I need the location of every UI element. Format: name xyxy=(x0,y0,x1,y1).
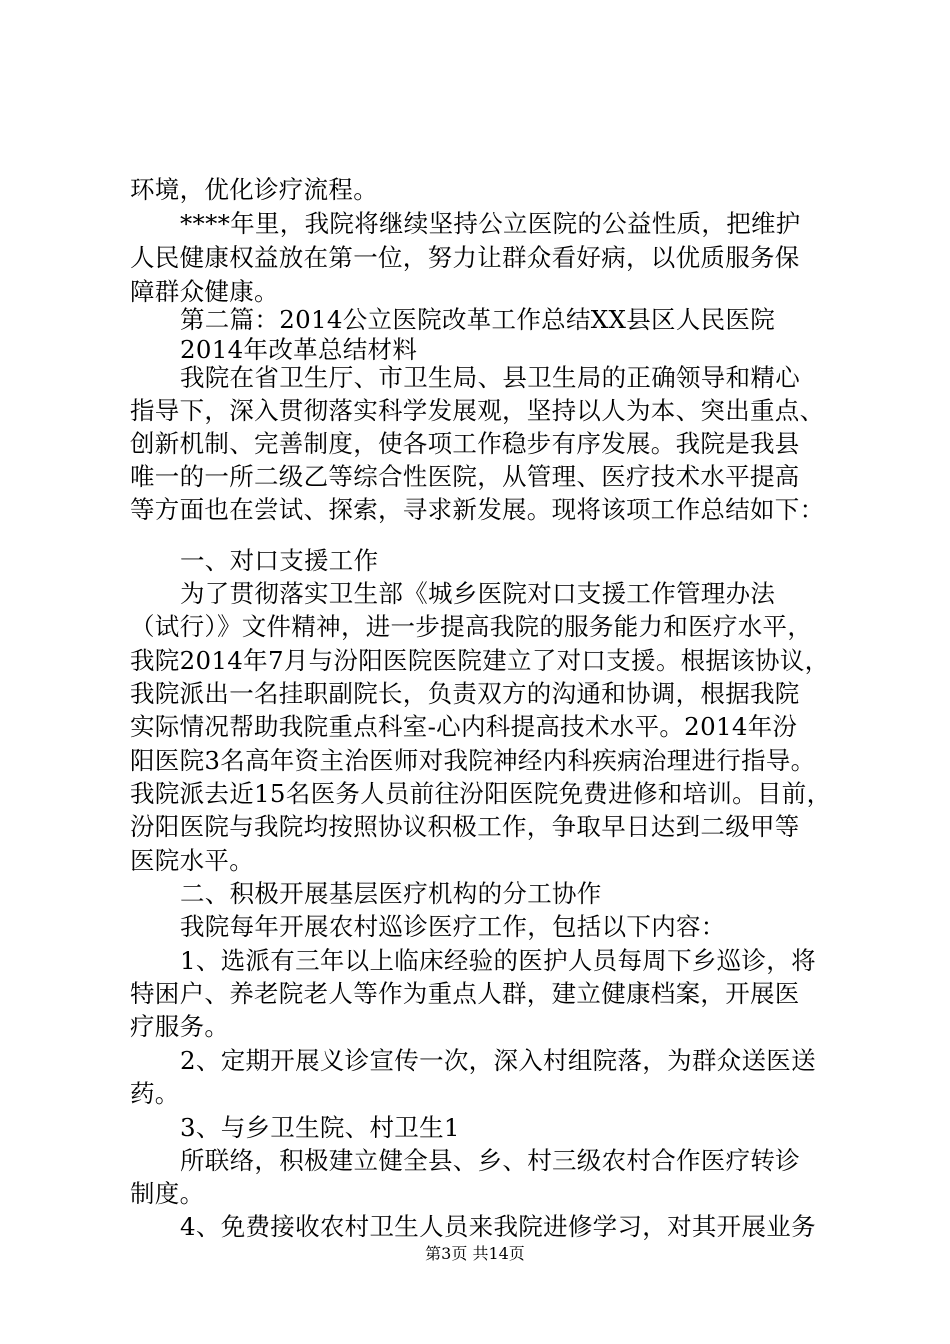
text-line: （试行）》文件精神，进一步提高我院的服务能力和医疗水平， xyxy=(130,612,813,641)
text-line: 1、选派有三年以上临床经验的医护人员每周下乡巡诊，将 xyxy=(180,946,816,975)
text-line: 4、免费接收农村卫生人员来我院进修学习，对其开展业务 xyxy=(180,1212,816,1241)
text-line: 唯一的一所二级乙等综合性医院，从管理、医疗技术水平提高 xyxy=(130,462,800,491)
text-line: 我院派去近15名医务人员前往汾阳医院免费进修和培训。目前， xyxy=(130,779,832,808)
text-line: 阳医院3名高年资主治医师对我院神经内科疾病治理进行指导。 xyxy=(130,746,816,775)
page-number-footer: 第3页 共14页 xyxy=(425,1244,525,1263)
section-heading: 2014年改革总结材料 xyxy=(180,335,418,364)
text-line: 我院派出一名挂职副院长，负责双方的沟通和协调，根据我院 xyxy=(130,679,800,708)
text-line: 我院每年开展农村巡诊医疗工作，包括以下内容： xyxy=(180,912,726,941)
text-line: 为了贯彻落实卫生部《城乡医院对口支援工作管理办法 xyxy=(180,579,776,608)
text-line: 等方面也在尝试、探索，寻求新发展。现将该项工作总结如下： xyxy=(130,495,825,524)
text-line: 3、与乡卫生院、村卫生1 xyxy=(180,1113,460,1142)
text-line: 指导下，深入贯彻落实科学发展观，坚持以人为本、突出重点、 xyxy=(130,396,825,425)
text-line: 药。 xyxy=(130,1079,180,1108)
text-line: 特困户、养老院老人等作为重点人群，建立健康档案，开展医 xyxy=(130,979,800,1008)
text-line: 2、定期开展义诊宣传一次，深入村组院落，为群众送医送 xyxy=(180,1046,816,1075)
text-line: ****年里，我院将继续坚持公立医院的公益性质，把维护 xyxy=(180,209,801,238)
text-line: 所联络，积极建立健全县、乡、村三级农村合作医疗转诊 xyxy=(180,1146,800,1175)
text-line: 制度。 xyxy=(130,1179,205,1208)
text-line: 汾阳医院与我院均按照协议积极工作，争取早日达到二级甲等 xyxy=(130,812,800,841)
text-line: 我院在省卫生厅、市卫生局、县卫生局的正确领导和精心 xyxy=(180,363,800,392)
text-line: 人民健康权益放在第一位，努力让群众看好病，以优质服务保 xyxy=(130,243,800,272)
text-line: 环境，优化诊疗流程。 xyxy=(130,175,378,204)
text-line: 疗服务。 xyxy=(130,1012,230,1041)
text-line: 实际情况帮助我院重点科室-心内科提高技术水平。2014年汾 xyxy=(130,712,798,741)
text-line: 医院水平。 xyxy=(130,846,254,875)
section-heading: 一、对口支援工作 xyxy=(180,546,379,575)
section-heading: 二、积极开展基层医疗机构的分工协作 xyxy=(180,879,602,908)
section-heading: 第二篇：2014公立医院改革工作总结XX县区人民医院 xyxy=(180,305,776,334)
text-line: 我院2014年7月与汾阳医院医院建立了对口支援。根据该协议， xyxy=(130,646,830,675)
text-line: 创新机制、完善制度，使各项工作稳步有序发展。我院是我县 xyxy=(130,429,800,458)
text-line: 障群众健康。 xyxy=(130,277,279,306)
